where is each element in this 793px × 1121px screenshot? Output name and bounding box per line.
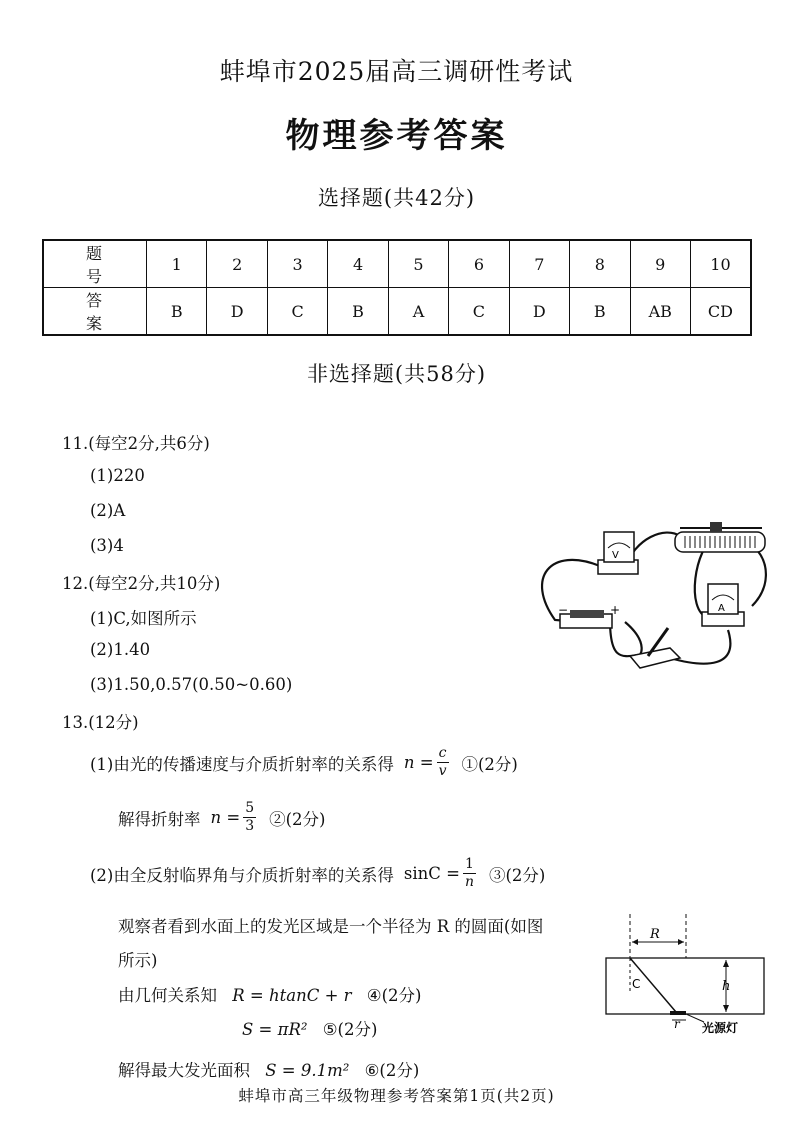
label-light-source: 光源灯 [702,1021,739,1035]
q13-part2-line [90,856,545,891]
q13-geo-eq: R = htanC + r [232,986,352,1005]
table-cell: C [267,288,327,336]
circuit-diagram [530,518,775,678]
battery [558,603,620,628]
frac-den: v [438,763,447,779]
q13-area-line [242,1016,377,1040]
table-cell: 2 [207,240,267,288]
q13-p1-text: (1)由光的传播速度与介质折射率的关系得 [90,754,394,774]
q12-answer-1: (1)C,如图所示 [90,609,197,628]
q13-geo-line [118,982,421,1006]
q13-final-eq: S = 9.1m² [265,1061,350,1080]
table-cell: B [328,288,388,336]
q13-final-line [118,1057,419,1081]
battery-minus: − [558,603,569,617]
frac-den: 3 [245,818,255,834]
q13-p1b-eq-lhs: n = [210,808,241,827]
table-cell: D [207,288,267,336]
table-cell: C [449,288,509,336]
page-footer: 蚌埠市高三年级物理参考答案第1页(共2页) [238,1087,555,1105]
q13-final-score: ⑥(2分) [364,1061,420,1080]
ammeter [702,584,744,626]
rheostat [675,522,765,552]
row-label-number: 题 号 [43,240,147,288]
table-cell: D [509,288,569,336]
table-cell: B [570,288,630,336]
table-cell: 4 [328,240,388,288]
voltmeter [598,532,638,574]
table-cell: AB [630,288,690,336]
wire [610,620,638,656]
fraction-5-over-3 [243,800,256,835]
q12-heading: 12.(每空2分,共10分) [62,574,221,593]
label-C: C [632,977,641,991]
wire [752,548,766,606]
table-cell: 9 [630,240,690,288]
q11-answer-3: (3)4 [90,536,124,555]
table-cell: 1 [147,240,207,288]
refraction-diagram [598,912,776,1042]
q13-geo-text: 由几何关系知 [118,986,217,1005]
q13-area-eq: S = πR² [242,1020,308,1039]
mc-section-title: 选择题(共42分) [317,186,476,210]
fraction-c-over-v [437,745,449,780]
table-row-numbers [43,240,751,288]
table-cell: 10 [690,240,751,288]
table-cell: 5 [388,240,448,288]
frac-num: c [437,745,449,763]
row-label-answer: 答 案 [43,288,147,336]
frac-num: 1 [463,856,476,874]
q11-answer-2: (2)A [90,501,126,520]
table-row-answers [43,288,751,336]
q12-answer-2: (2)1.40 [90,640,151,659]
voltmeter-label: V [612,550,619,561]
q13-final-text: 解得最大发光面积 [118,1061,250,1080]
q13-area-score: ⑤(2分) [322,1020,378,1039]
q13-p2-score: ③(2分) [488,865,546,885]
q13-part1-line [90,745,518,780]
table-cell: A [388,288,448,336]
label-r: r [674,1017,680,1031]
frac-den: n [464,874,474,890]
doc-title: 物理参考答案 [285,116,508,156]
q13-part1b-line [118,800,326,835]
battery-plus: + [610,603,621,617]
q11-answer-1: (1)220 [90,466,145,485]
q13-p1b-text: 解得折射率 [118,809,201,829]
frac-num: 5 [245,800,255,816]
table-cell: 8 [570,240,630,288]
table-cell: 3 [267,240,327,288]
q13-p1-eq-lhs: n = [403,753,434,772]
table-cell: CD [690,288,751,336]
q13-obs-line1: 观察者看到水面上的发光区域是一个半径为 R 的圆面(如图 [118,917,544,936]
answer-table [42,239,752,336]
ammeter-label: A [718,603,725,614]
fraction-1-over-n [463,856,476,891]
table-cell: 6 [449,240,509,288]
q13-p2-eq-lhs: sinC = [403,864,460,883]
q13-p2-text: (2)由全反射临界角与介质折射率的关系得 [90,865,394,885]
q13-geo-score: ④(2分) [366,986,422,1005]
q12-answer-3: (3)1.50,0.57(0.50~0.60) [90,675,293,694]
q11-heading: 11.(每空2分,共6分) [62,434,210,453]
exam-title: 蚌埠市2025届高三调研性考试 [219,57,574,86]
nonmc-section-title: 非选择题(共58分) [306,362,487,386]
wire [625,622,642,655]
q13-p1-score: ①(2分) [461,754,518,774]
q13-heading: 13.(12分) [62,713,139,732]
table-cell: 7 [509,240,569,288]
label-h: h [722,979,731,994]
table-cell: B [147,288,207,336]
label-R: R [650,927,660,942]
q13-obs-line2: 所示) [118,951,158,970]
q13-p1b-score: ②(2分) [269,809,326,829]
